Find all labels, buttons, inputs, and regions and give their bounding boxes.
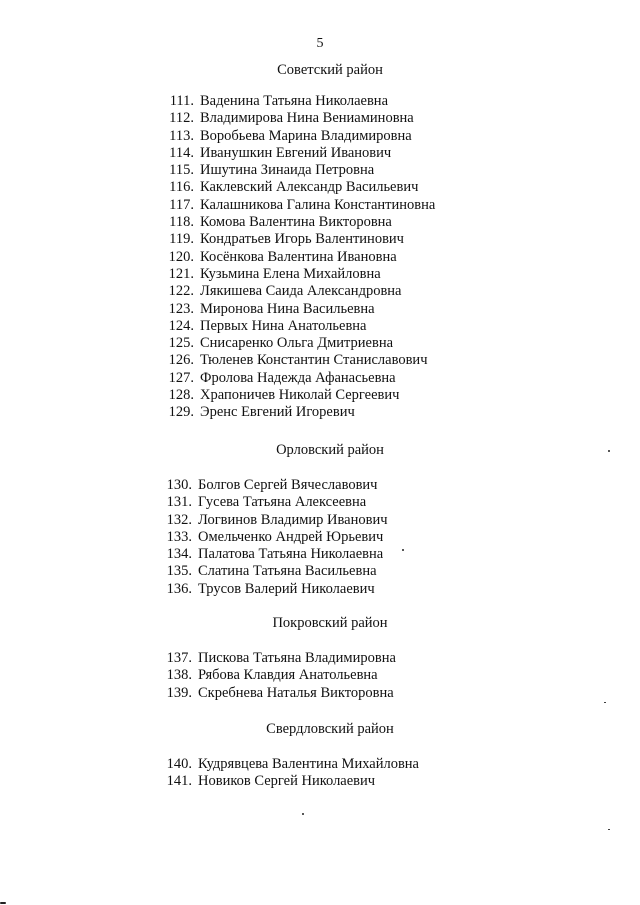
list-item — [158, 231, 435, 248]
person-name: Логвинов Владимир Иванович — [198, 511, 388, 528]
item-number: 139. — [166, 684, 192, 701]
person-name: Скребнева Наталья Викторовна — [198, 684, 394, 701]
item-number: 126. — [168, 352, 194, 369]
list-item — [158, 110, 435, 127]
list-item — [158, 145, 435, 162]
item-number: 115. — [169, 162, 194, 179]
person-name: Лякишева Саида Александровна — [200, 283, 402, 300]
list-item — [158, 249, 435, 266]
item-number: 138. — [166, 667, 192, 684]
item-number: 120. — [168, 248, 194, 265]
list-item — [156, 685, 396, 702]
item-number: 118. — [169, 214, 194, 231]
scan-speck — [604, 702, 606, 703]
item-number: 135. — [166, 563, 192, 580]
person-name: Палатова Татьяна Николаевна — [198, 546, 384, 563]
item-number: 113. — [169, 127, 194, 144]
list-item — [158, 93, 435, 110]
item-number: 123. — [168, 300, 194, 317]
person-name: Новиков Сергей Николаевич — [198, 773, 376, 790]
list-item — [156, 773, 419, 790]
person-name: Омельченко Андрей Юрьевич — [198, 528, 384, 545]
item-number: 122. — [168, 283, 194, 300]
list-item — [158, 318, 435, 335]
item-number: 132. — [166, 511, 192, 528]
list-item — [158, 301, 435, 318]
scan-speck — [608, 829, 610, 830]
item-number: 130. — [166, 477, 192, 493]
item-number: 121. — [168, 265, 194, 282]
scan-speck — [302, 813, 304, 815]
person-name: Болгов Сергей Вячеславович — [198, 477, 378, 493]
scan-speck — [402, 549, 404, 551]
list-item — [156, 546, 388, 563]
list-item — [156, 563, 388, 580]
list-item — [156, 512, 388, 529]
item-number: 112. — [169, 110, 194, 127]
item-number: 127. — [168, 369, 194, 386]
person-name: Иванушкин Евгений Иванович — [200, 144, 392, 161]
section-heading-pokrovsky: Покровский район — [272, 615, 388, 631]
list-item — [156, 494, 388, 511]
list-item — [158, 404, 435, 421]
list-item — [158, 387, 435, 404]
list-item — [158, 128, 435, 145]
scan-speck — [0, 902, 6, 904]
item-number: 119. — [169, 231, 194, 248]
list-item — [158, 162, 435, 179]
person-name: Гусева Татьяна Алексеевна — [198, 494, 367, 511]
person-name: Снисаренко Ольга Дмитриевна — [200, 335, 394, 352]
list-item — [158, 266, 435, 283]
person-name: Тюленев Константин Станиславович — [200, 352, 428, 369]
list-item — [156, 581, 388, 598]
page-number: 5 — [316, 36, 324, 51]
list-item — [158, 179, 435, 196]
item-number: 131. — [166, 494, 192, 511]
list-item — [158, 197, 435, 214]
item-number: 116. — [169, 179, 194, 196]
item-number: 117. — [169, 196, 194, 213]
person-name: Храпоничев Николай Сергеевич — [200, 387, 400, 404]
list-sovetsky — [158, 93, 435, 422]
person-name: Эренс Евгений Игоревич — [200, 404, 355, 421]
item-number: 137. — [166, 650, 192, 666]
person-name: Рябова Клавдия Анатольевна — [198, 667, 378, 684]
list-item — [158, 335, 435, 352]
person-name: Косёнкова Валентина Ивановна — [200, 248, 397, 265]
list-pokrovsky — [156, 650, 396, 702]
list-item — [158, 370, 435, 387]
item-number: 128. — [168, 387, 194, 404]
list-item — [156, 650, 396, 667]
person-name: Каклевский Александр Васильевич — [200, 179, 419, 196]
person-name: Фролова Надежда Афанасьевна — [200, 369, 396, 386]
person-name: Ишутина Зинаида Петровна — [200, 162, 375, 179]
list-item — [156, 529, 388, 546]
item-number: 140. — [166, 756, 192, 772]
item-number: 114. — [169, 144, 194, 161]
section-heading-sverdlovsky: Свердловский район — [266, 721, 394, 737]
item-number: 136. — [166, 580, 192, 597]
person-name: Слатина Татьяна Васильевна — [198, 563, 377, 580]
person-name: Воробьева Марина Владимировна — [200, 127, 412, 144]
person-name: Калашникова Галина Константиновна — [200, 196, 436, 213]
item-number: 111. — [169, 93, 194, 109]
person-name: Кондратьев Игорь Валентинович — [200, 231, 404, 248]
person-name: Владимирова Нина Вениаминовна — [200, 110, 414, 127]
person-name: Трусов Валерий Николаевич — [198, 580, 375, 597]
list-orlovsky — [156, 477, 388, 598]
section-heading-orlovsky: Орловский район — [276, 442, 384, 458]
list-item — [158, 214, 435, 231]
person-name: Первых Нина Анатольевна — [200, 317, 367, 334]
item-number: 129. — [168, 404, 194, 421]
item-number: 124. — [168, 317, 194, 334]
item-number: 134. — [166, 546, 192, 563]
person-name: Кудрявцева Валентина Михайловна — [198, 756, 419, 772]
item-number: 125. — [168, 335, 194, 352]
list-item — [156, 756, 419, 773]
item-number: 133. — [166, 528, 192, 545]
person-name: Миронова Нина Васильевна — [200, 300, 375, 317]
person-name: Ваденина Татьяна Николаевна — [200, 93, 389, 109]
list-item — [158, 283, 435, 300]
list-item — [156, 667, 396, 684]
scan-speck — [608, 450, 610, 452]
item-number: 141. — [166, 773, 192, 790]
list-item — [158, 352, 435, 369]
list-item — [156, 477, 388, 494]
person-name: Кузьмина Елена Михайловна — [200, 265, 381, 282]
person-name: Комова Валентина Викторовна — [200, 214, 392, 231]
section-heading-sovetsky: Советский район — [277, 62, 383, 78]
person-name: Пискова Татьяна Владимировна — [198, 650, 396, 666]
list-sverdlovsky — [156, 756, 419, 791]
